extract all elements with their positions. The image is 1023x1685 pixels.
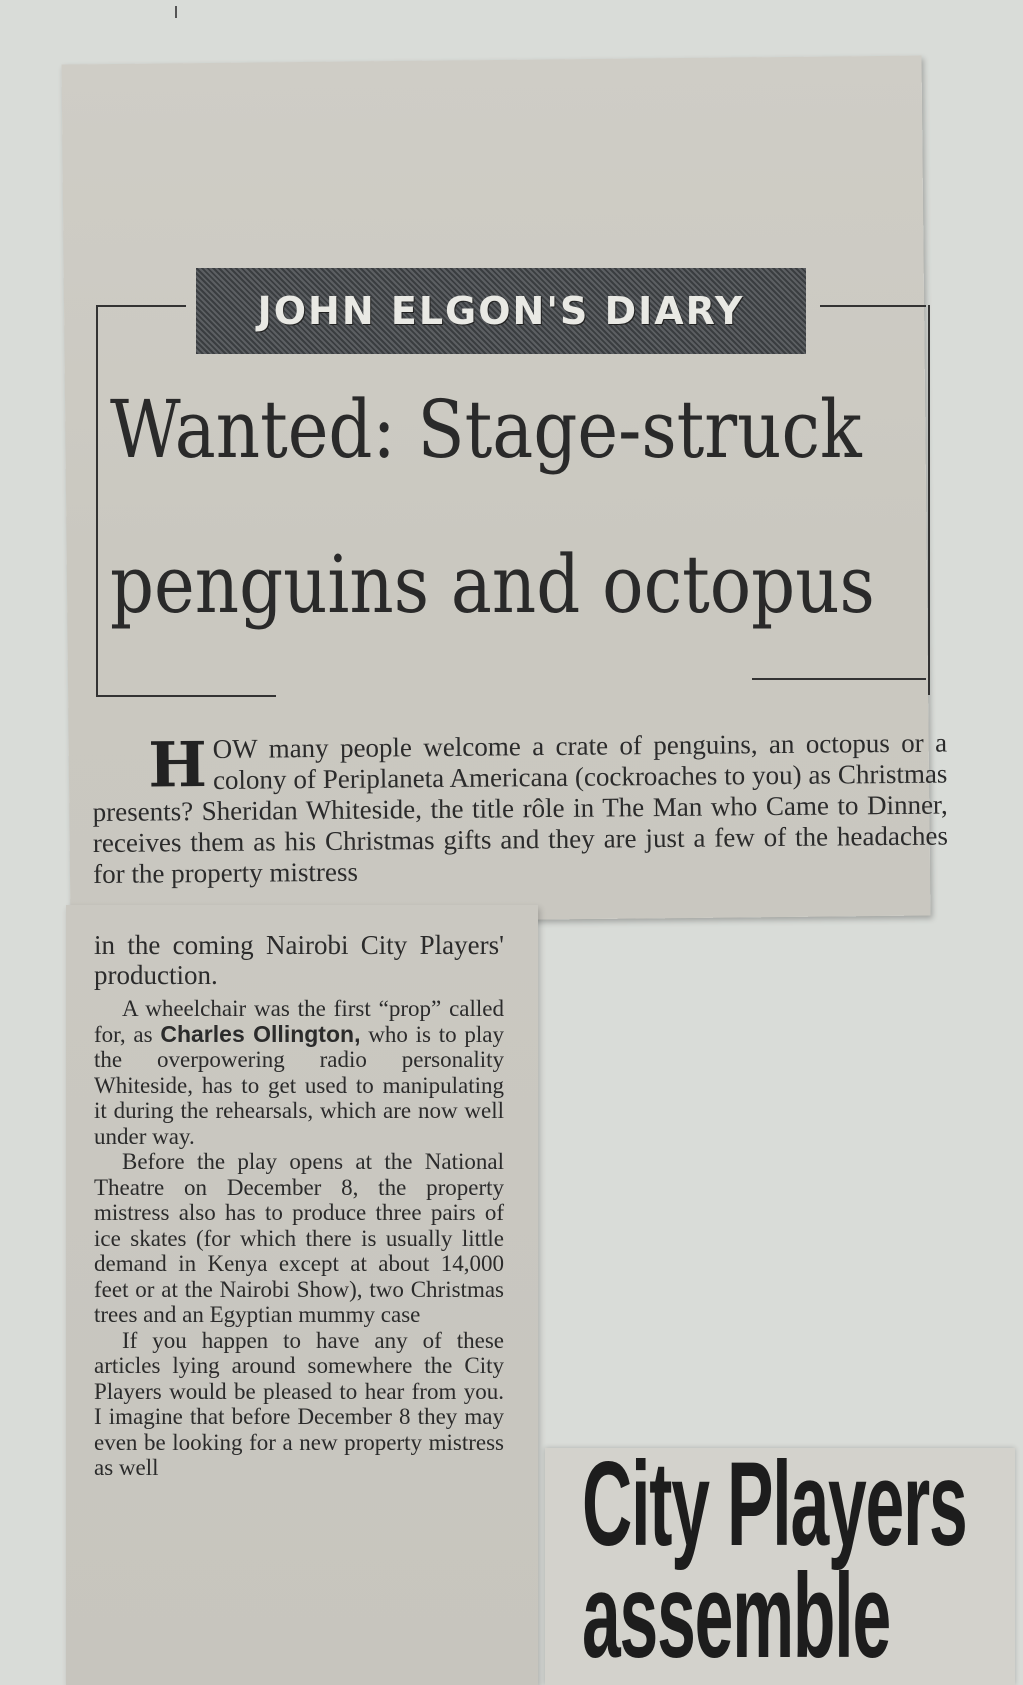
headline-line-1: Wanted: Stage-struck: [110, 383, 862, 476]
p2-after: who is to play the overpowering radio personality Whiteside, has to get used to manipulating it during the rehearsals, which are now well under way.: [94, 1021, 504, 1149]
headline-frame: [96, 305, 930, 695]
frame-rule-top-left: [96, 305, 186, 307]
second-headline-line-2: assemble: [582, 1549, 890, 1683]
diary-banner: [196, 268, 806, 354]
continuation-text: in the coming Nairobi City Players' production.: [94, 930, 504, 990]
frame-rule-top-right: [820, 305, 926, 307]
paragraph-appeal: If you happen to have any of these articles lying around somewhere the City Players would be pleased to hear from you. I imagine that before December 8 they may even be looking for a new property mistress as well: [94, 1327, 504, 1480]
banner-text: JOHN ELGON'S DIARY: [257, 289, 745, 333]
drop-cap: H: [147, 728, 208, 802]
lede-paragraph: [92, 728, 948, 890]
paragraph-wheelchair: [94, 996, 504, 1149]
headline-line-2: penguins and octopus: [110, 538, 875, 631]
p2-before: A wheelchair was the first “prop” called for, as: [94, 996, 504, 1047]
background-mark: [175, 6, 177, 18]
frame-rule-bottom-right: [752, 678, 926, 680]
article-column: [94, 930, 504, 1481]
lede-text: OW many people welcome a crate of penguins, an octopus or a colony of Periplaneta Americana (cockroaches to you) as Christmas presents? Sheridan Whiteside, the title rôle in The Man who Came to Dinner, receives them as his Christmas gifts and they are just a few of the headaches for the property mistress: [92, 727, 949, 889]
second-headline: [582, 1437, 967, 1683]
actor-name: Charles Ollington,: [160, 1020, 361, 1047]
frame-rule-bottom-left: [96, 695, 276, 697]
second-headline-line-1: City Players: [582, 1437, 967, 1571]
paragraph-props: Before the play opens at the National Theatre on December 8, the property mistress also has to produce three pairs of ice skates (for which there is usually little demand in Kenya except at about 14,000 feet or at the Nairobi Show), two Christmas trees and an Egyptian mummy case: [94, 1149, 504, 1327]
